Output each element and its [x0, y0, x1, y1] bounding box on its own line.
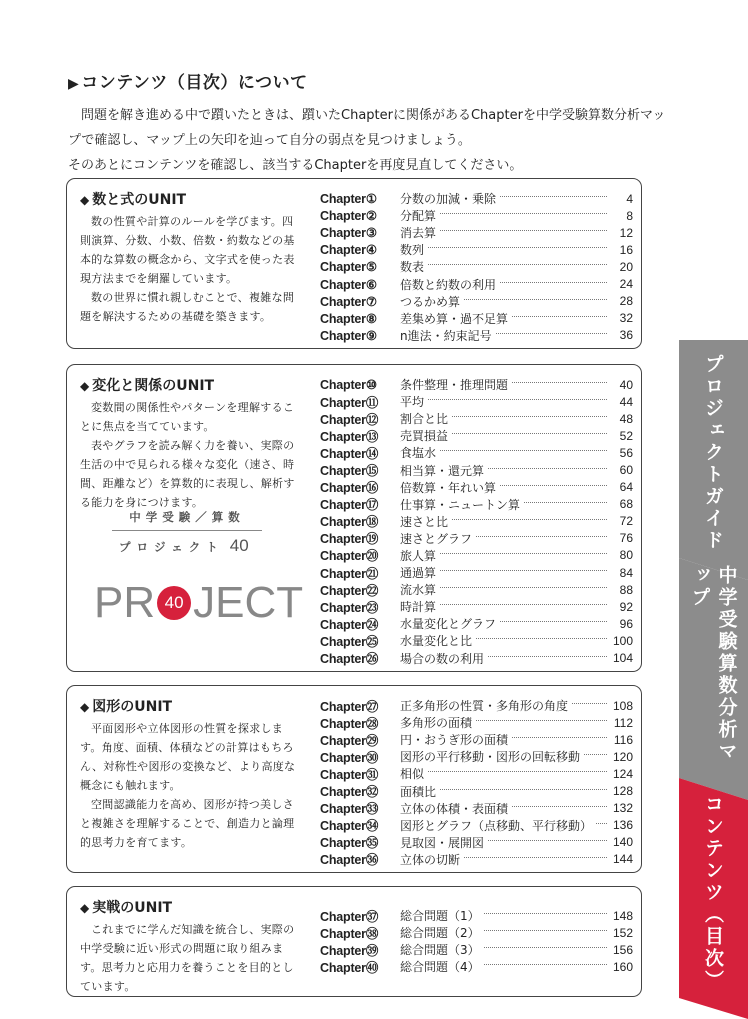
chapter-row[interactable] [320, 461, 633, 478]
chapter-row[interactable] [320, 650, 633, 667]
chapter-row[interactable] [320, 851, 633, 868]
chapter-row[interactable] [320, 598, 633, 615]
diamond-icon: ◆ [80, 901, 90, 915]
unit-info [80, 696, 302, 852]
chapter-row[interactable] [320, 958, 633, 975]
chapter-page: 60 [619, 463, 633, 478]
section-heading [68, 68, 678, 93]
chapter-page: 20 [619, 259, 633, 274]
triangle-right-icon: ▶ [68, 76, 80, 92]
chapter-label: Chapter㉚ [320, 750, 379, 765]
chapter-list [320, 697, 633, 868]
diamond-icon: ◆ [80, 379, 90, 393]
leader-dots [428, 771, 607, 772]
unit-title: ◆ 変化と関係のUNIT [80, 378, 215, 394]
chapter-row[interactable] [320, 924, 633, 941]
chapter-title: n進法・約束記号 [400, 328, 492, 343]
chapter-row[interactable] [320, 190, 633, 207]
chapter-title: 速さと比 [400, 514, 449, 529]
chapter-title: 面積比 [400, 784, 437, 799]
unit-title: ◆ 図形のUNIT [80, 699, 173, 715]
leader-dots [428, 264, 607, 265]
chapter-page: 56 [619, 445, 633, 460]
chapter-label: Chapter㉞ [320, 819, 379, 834]
intro-text [68, 103, 678, 178]
chapter-title: 消去算 [400, 226, 437, 241]
chapter-title: 立体の切断 [400, 852, 461, 867]
logo-badge: 40 [157, 586, 191, 620]
chapter-row[interactable] [320, 258, 633, 275]
leader-dots [476, 720, 607, 721]
chapter-list [320, 190, 633, 344]
chapter-title: 通過算 [400, 566, 437, 581]
chapter-row[interactable] [320, 207, 633, 224]
chapter-title: 多角形の面積 [400, 716, 473, 731]
unit-info [80, 897, 302, 996]
chapter-row[interactable] [320, 731, 633, 748]
diamond-icon: ◆ [80, 700, 90, 714]
diamond-icon: ◆ [80, 193, 90, 207]
chapter-title: 図形とグラフ（点移動、平行移動） [400, 818, 593, 833]
tab-project-guide[interactable]: プロジェクトガイド [702, 353, 724, 552]
chapter-label: Chapter⑥ [320, 277, 377, 292]
chapter-page: 136 [612, 818, 633, 833]
intro-paragraph-1: 問題を解き進める中で躓いたときは、躓いたChapterに関係があるChapterを中学受験算数分析マップで確認し、マップ上の矢印を辿って自分の弱点を見つけましょう。 [68, 108, 666, 148]
section-title: コンテンツ（目次）について [81, 73, 308, 93]
unit-description [80, 920, 302, 996]
chapter-row[interactable] [320, 697, 633, 714]
chapter-row[interactable] [320, 293, 633, 310]
chapter-page: 72 [619, 514, 633, 529]
unit-box-practice [66, 886, 642, 997]
chapter-row[interactable] [320, 310, 633, 327]
chapter-title: 割合と比 [400, 412, 449, 427]
chapter-row[interactable] [320, 748, 633, 765]
leader-dots [500, 196, 607, 197]
chapter-title: 倍数算・年れい算 [400, 480, 497, 495]
chapter-row[interactable] [320, 479, 633, 496]
chapter-row[interactable] [320, 327, 633, 344]
chapter-label: Chapter⑨ [320, 328, 377, 343]
chapter-title: 条件整理・推理問題 [400, 378, 509, 393]
chapter-row[interactable] [320, 564, 633, 581]
chapter-page: 96 [619, 616, 633, 631]
leader-dots [428, 399, 607, 400]
chapter-title: 倍数と約数の利用 [400, 277, 497, 292]
unit-info [80, 375, 302, 512]
chapter-title: 数列 [400, 243, 425, 258]
chapter-title: 見取図・展開図 [400, 835, 485, 850]
unit-description [80, 398, 302, 512]
chapter-row[interactable] [320, 444, 633, 461]
leader-dots [512, 382, 607, 383]
unit-info [80, 189, 302, 326]
chapter-label: Chapter㊴ [320, 943, 379, 958]
logo-subtitle: 中学受験／算数 [129, 510, 245, 524]
chapter-page: 68 [619, 497, 633, 512]
leader-dots [464, 299, 607, 300]
chapter-title: 差集め算・過不足算 [400, 311, 509, 326]
chapter-title: 流水算 [400, 583, 437, 598]
chapter-page: 80 [619, 548, 633, 563]
chapter-title: 相似 [400, 767, 425, 782]
leader-dots [584, 754, 607, 755]
chapter-label: Chapter㉔ [320, 617, 379, 632]
chapter-page: 52 [619, 428, 633, 443]
chapter-title: 立体の体積・表面積 [400, 801, 509, 816]
chapter-label: Chapter⑤ [320, 260, 377, 275]
chapter-row[interactable] [320, 834, 633, 851]
leader-dots [500, 282, 607, 283]
unit-description [80, 212, 302, 326]
chapter-label: Chapter㉟ [320, 836, 379, 851]
chapter-label: Chapter㉝ [320, 802, 379, 817]
chapter-page: 152 [612, 925, 633, 940]
chapter-title: 総合問題（2） [400, 926, 480, 941]
chapter-page: 36 [619, 328, 633, 343]
unit-desc-paragraph: これまでに学んだ知識を統合し、実際の中学受験に近い形式の問題に取り組みます。思考力と応用力を養うことを目的としています。 [80, 923, 295, 993]
chapter-list [320, 376, 633, 667]
chapter-label: Chapter⑬ [320, 429, 379, 444]
chapter-label: Chapter② [320, 209, 377, 224]
chapter-label: Chapter㉕ [320, 634, 379, 649]
chapter-page: 100 [612, 633, 633, 648]
chapter-label: Chapter⑮ [320, 464, 379, 479]
chapter-row[interactable] [320, 530, 633, 547]
chapter-title: 分配算 [400, 209, 437, 224]
chapter-label: Chapter⑲ [320, 532, 379, 547]
chapter-label: Chapter㉗ [320, 699, 379, 714]
chapter-row[interactable] [320, 800, 633, 817]
chapter-label: Chapter③ [320, 226, 377, 241]
chapter-label: Chapter㊵ [320, 960, 379, 975]
intro-paragraph-2: そのあとにコンテンツを確認し、該当するChapterを再度見直してください。 [68, 158, 523, 173]
leader-dots [452, 519, 607, 520]
chapter-row[interactable] [320, 714, 633, 731]
chapter-label: Chapter⑰ [320, 498, 379, 513]
chapter-page: 48 [619, 411, 633, 426]
chapter-row[interactable] [320, 275, 633, 292]
chapter-row[interactable] [320, 376, 633, 393]
chapter-label: Chapter⑱ [320, 515, 379, 530]
leader-dots [428, 247, 607, 248]
leader-dots [476, 536, 607, 537]
leader-dots [524, 502, 607, 503]
chapter-title: 旅人算 [400, 548, 437, 563]
chapter-label: Chapter⑳ [320, 549, 379, 564]
chapter-page: 44 [619, 394, 633, 409]
leader-dots [440, 553, 607, 554]
leader-dots [500, 485, 607, 486]
chapter-page: 40 [619, 377, 633, 392]
chapter-row[interactable] [320, 496, 633, 513]
chapter-label: Chapter⑪ [320, 395, 379, 410]
chapter-page: 160 [612, 959, 633, 974]
chapter-title: 数表 [400, 260, 425, 275]
chapter-page: 116 [613, 732, 633, 747]
leader-dots [488, 656, 607, 657]
chapter-row[interactable] [320, 427, 633, 444]
chapter-page: 64 [619, 480, 633, 495]
unit-box-change [66, 364, 642, 672]
leader-dots [484, 964, 607, 965]
unit-title: ◆ 実戦のUNIT [80, 900, 173, 916]
chapter-label: Chapter㉑ [320, 566, 379, 581]
leader-dots [512, 737, 607, 738]
logo-project-label: プロジェクト 40 [119, 536, 249, 555]
chapter-title: 水量変化と比 [400, 634, 473, 649]
chapter-page: 8 [626, 208, 633, 223]
chapter-row[interactable] [320, 393, 633, 410]
chapter-row[interactable] [320, 224, 633, 241]
chapter-page: 16 [619, 242, 633, 257]
chapter-title: 相当算・還元算 [400, 463, 485, 478]
contents-intro [68, 68, 678, 178]
chapter-page: 140 [612, 835, 633, 850]
unit-box-number [66, 178, 642, 349]
chapter-title: 場合の数の利用 [400, 651, 485, 666]
leader-dots [512, 316, 607, 317]
leader-dots [476, 638, 607, 639]
chapter-row[interactable] [320, 632, 633, 649]
leader-dots [496, 333, 607, 334]
chapter-page: 104 [612, 651, 633, 666]
chapter-label: Chapter㊳ [320, 926, 379, 941]
chapter-page: 32 [619, 311, 633, 326]
chapter-row[interactable] [320, 817, 633, 834]
chapter-title: 総合問題（4） [400, 960, 480, 975]
unit-desc-paragraph: 空間認識能力を高め、図形が持つ美しさと複雑さを理解することで、創造力と論理的思考力を育てます。 [80, 798, 295, 849]
chapter-label: Chapter⑫ [320, 412, 379, 427]
chapter-row[interactable] [320, 907, 633, 924]
chapter-row[interactable] [320, 410, 633, 427]
chapter-row[interactable] [320, 782, 633, 799]
chapter-row[interactable] [320, 581, 633, 598]
chapter-label: Chapter⑩ [320, 378, 377, 393]
leader-dots [572, 703, 607, 704]
chapter-label: Chapter㉖ [320, 652, 379, 667]
chapter-title: つるかめ算 [400, 294, 461, 309]
leader-dots [452, 416, 607, 417]
tab-analysis-map[interactable]: 中学受験算数分析マップ [688, 565, 738, 763]
leader-dots [484, 947, 607, 948]
chapter-page: 28 [619, 294, 633, 309]
logo-divider [112, 530, 262, 531]
chapter-list [320, 907, 633, 975]
chapter-title: 売買損益 [400, 429, 449, 444]
chapter-title: 円・おうぎ形の面積 [400, 733, 509, 748]
chapter-label: Chapter㉛ [320, 767, 379, 782]
chapter-page: 108 [612, 698, 633, 713]
unit-desc-paragraph: 表やグラフを読み解く力を養い、実際の生活の中で見られる様々な変化（速さ、時間、距離など）を算数的に表現し、解析する能力を身につけます。 [80, 439, 295, 509]
chapter-label: Chapter㉒ [320, 583, 379, 598]
chapter-row[interactable] [320, 547, 633, 564]
chapter-title: 時計算 [400, 600, 437, 615]
chapter-row[interactable] [320, 513, 633, 530]
leader-dots [440, 789, 607, 790]
chapter-label: Chapter⑧ [320, 311, 377, 326]
tab-contents[interactable]: コンテンツ（目次） [702, 794, 724, 992]
chapter-title: 総合問題（1） [400, 909, 480, 924]
chapter-row[interactable] [320, 941, 633, 958]
chapter-page: 4 [626, 191, 633, 206]
leader-dots [464, 857, 607, 858]
chapter-page: 12 [619, 225, 633, 240]
unit-box-shape [66, 685, 642, 873]
unit-desc-paragraph: 数の性質や計算のルールを学びます。四則演算、分数、小数、倍数・約数などの基本的な算数の概念から、文字式を使った表現方法までを網羅しています。 [80, 215, 295, 285]
chapter-title: 水量変化とグラフ [400, 617, 497, 632]
unit-title: ◆ 数と式のUNIT [80, 192, 187, 208]
chapter-page: 88 [619, 582, 633, 597]
chapter-row[interactable] [320, 615, 633, 632]
chapter-page: 148 [612, 908, 633, 923]
chapter-label: Chapter㊲ [320, 909, 379, 924]
unit-description [80, 719, 302, 852]
unit-desc-paragraph: 数の世界に慣れ親しむことで、複雑な問題を解決するための基礎を築きます。 [80, 291, 295, 323]
leader-dots [452, 433, 607, 434]
chapter-label: Chapter① [320, 192, 377, 207]
chapter-page: 124 [612, 766, 633, 781]
chapter-title: 分数の加減・乗除 [400, 192, 497, 207]
chapter-row[interactable] [320, 765, 633, 782]
chapter-page: 128 [612, 784, 633, 799]
chapter-page: 144 [612, 852, 633, 867]
chapter-page: 132 [612, 801, 633, 816]
chapter-label: Chapter㊱ [320, 853, 379, 868]
chapter-page: 84 [619, 565, 633, 580]
chapter-label: Chapter㉓ [320, 600, 379, 615]
chapter-page: 112 [613, 715, 633, 730]
chapter-title: 仕事算・ニュートン算 [400, 497, 521, 512]
chapter-label: Chapter㉙ [320, 733, 379, 748]
leader-dots [500, 621, 607, 622]
chapter-page: 120 [612, 749, 633, 764]
leader-dots [484, 913, 607, 914]
leader-dots [488, 840, 607, 841]
leader-dots [440, 450, 607, 451]
chapter-title: 正多角形の性質・多角形の角度 [400, 699, 569, 714]
leader-dots [440, 570, 607, 571]
chapter-page: 24 [619, 277, 633, 292]
chapter-label: Chapter㉜ [320, 785, 379, 800]
logo-wordmark: PR 40 JECT [94, 578, 304, 627]
leader-dots [440, 587, 607, 588]
leader-dots [512, 806, 607, 807]
unit-desc-paragraph: 変数間の関係性やパターンを理解することに焦点を当てています。 [80, 401, 295, 433]
leader-dots [440, 213, 607, 214]
chapter-label: Chapter⑭ [320, 446, 379, 461]
chapter-title: 総合問題（3） [400, 943, 480, 958]
leader-dots [596, 823, 607, 824]
leader-dots [440, 230, 607, 231]
chapter-title: 食塩水 [400, 446, 437, 461]
chapter-page: 92 [619, 599, 633, 614]
chapter-label: Chapter㉘ [320, 716, 379, 731]
chapter-label: Chapter⑦ [320, 294, 377, 309]
chapter-row[interactable] [320, 241, 633, 258]
chapter-page: 76 [619, 531, 633, 546]
leader-dots [440, 604, 607, 605]
unit-desc-paragraph: 平面図形や立体図形の性質を探求します。角度、面積、体積などの計算はもちろん、対称性や図形の変換など、より高度な概念にも触れます。 [80, 722, 296, 792]
chapter-title: 図形の平行移動・図形の回転移動 [400, 750, 581, 765]
chapter-title: 平均 [400, 395, 425, 410]
chapter-page: 156 [612, 942, 633, 957]
chapter-label: Chapter⑯ [320, 481, 379, 496]
leader-dots [488, 468, 607, 469]
chapter-title: 速さとグラフ [400, 531, 473, 546]
chapter-label: Chapter④ [320, 243, 377, 258]
leader-dots [484, 930, 607, 931]
